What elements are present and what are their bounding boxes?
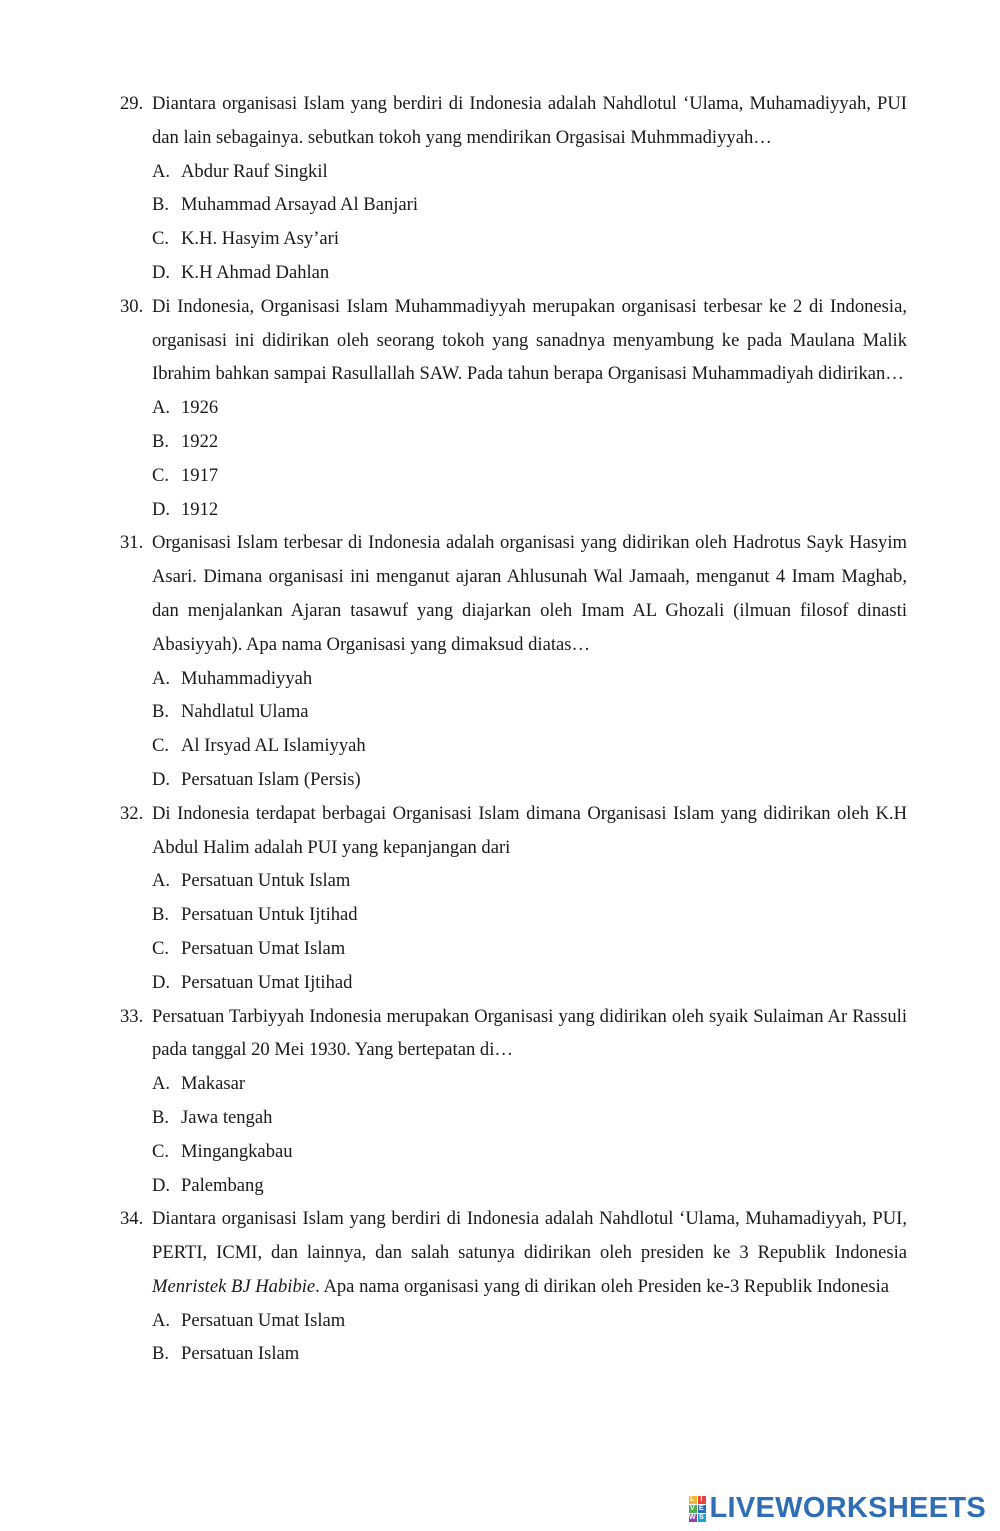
option-c[interactable] <box>152 459 907 493</box>
option-letter: D. <box>152 971 171 993</box>
option-text: Al Irsyad AL Islamiyyah <box>181 735 366 757</box>
question-body: Di Indonesia terdapat berbagai Organisasi Islam dimana Organisasi Islam yang didirikan oleh K.H Abdul Halim adalah PUI yang kepanjangan dari <box>152 802 907 858</box>
option-d[interactable] <box>152 966 907 1000</box>
option-letter: A. <box>152 1073 171 1095</box>
question-body-after: . Apa nama organisasi yang di dirikan oleh Presiden ke-3 Republik Indonesia <box>315 1275 890 1297</box>
question-text <box>120 1202 907 1303</box>
option-text: Persatuan Islam (Persis) <box>181 768 361 790</box>
option-c[interactable] <box>152 1135 907 1169</box>
option-text: Persatuan Untuk Islam <box>181 870 351 892</box>
question-text <box>120 526 907 661</box>
question-body-italic: Menristek BJ Habibie <box>152 1275 316 1297</box>
option-text: Muhammadiyyah <box>181 667 313 689</box>
option-d[interactable] <box>152 1169 907 1203</box>
option-d[interactable] <box>152 493 907 527</box>
option-text: Jawa tengah <box>181 1106 273 1128</box>
option-letter: A. <box>152 160 171 182</box>
liveworksheets-logo-icon: L I V E W S <box>689 1495 704 1521</box>
option-text: Makasar <box>181 1073 246 1095</box>
option-c[interactable] <box>152 729 907 763</box>
watermark-text: LIVEWORKSHEETS <box>709 1492 986 1524</box>
option-letter: C. <box>152 464 170 486</box>
question-body: Organisasi Islam terbesar di Indonesia adalah organisasi yang didirikan oleh Hadrotus Sayk Hasyim Asari. Dimana organisasi ini menganut ajaran Ahlusunah Wal Jamaah, menganut 4 Imam Maghab, dan menjalankan Ajaran tasawuf yang diajarkan oleh Imam AL Ghozali (ilmuan filosof dinasti Abasiyyah). Apa nama Organisasi yang dimaksud diatas… <box>152 532 907 655</box>
question-33 <box>0 1000 1000 1203</box>
option-letter: C. <box>152 228 170 250</box>
option-text: 1926 <box>181 397 219 419</box>
question-32 <box>0 797 1000 1000</box>
option-text: Persatuan Untuk Ijtihad <box>181 904 358 926</box>
question-text <box>120 87 907 155</box>
option-text: 1922 <box>181 430 219 452</box>
question-number: 34. <box>120 1208 144 1230</box>
question-body: Di Indonesia, Organisasi Islam Muhammadiyyah merupakan organisasi terbesar ke 2 di Indonesia, organisasi ini didirikan oleh seorang tokoh yang sanadnya menyambung ke pada Maulana Malik Ibrahim bahkan sampai Rasullallah SAW. Pada tahun berapa Organisasi Muhammadiyah didirikan… <box>152 295 907 385</box>
question-text <box>120 290 907 391</box>
option-a[interactable] <box>152 1067 907 1101</box>
option-text: Palembang <box>181 1174 264 1196</box>
question-number: 33. <box>120 1005 144 1027</box>
option-letter: C. <box>152 735 170 757</box>
question-29 <box>0 87 1000 290</box>
option-c[interactable] <box>152 932 907 966</box>
option-letter: C. <box>152 1140 170 1162</box>
question-34 <box>0 1202 1000 1371</box>
option-text: 1917 <box>181 464 219 486</box>
option-letter: C. <box>152 937 170 959</box>
option-text: Nahdlatul Ulama <box>181 701 309 723</box>
question-30 <box>0 290 1000 527</box>
option-a[interactable] <box>152 662 907 696</box>
option-letter: A. <box>152 667 171 689</box>
liveworksheets-watermark <box>689 1492 987 1525</box>
option-text: Muhammad Arsayad Al Banjari <box>181 194 419 216</box>
question-number: 30. <box>120 295 144 317</box>
option-letter: D. <box>152 1174 171 1196</box>
worksheet-page <box>0 87 1000 1371</box>
question-text <box>120 1000 907 1068</box>
option-text: Persatuan Umat Islam <box>181 1309 346 1331</box>
question-body: Diantara organisasi Islam yang berdiri di Indonesia adalah Nahdlotul ‘Ulama, Muhamadiyyah, PUI dan lain sebagainya. sebutkan tokoh yang mendirikan Orgasisai Muhmmadiyyah… <box>152 93 907 148</box>
option-letter: B. <box>152 701 170 723</box>
option-b[interactable] <box>152 188 907 222</box>
option-text: K.H. Hasyim Asy’ari <box>181 228 340 250</box>
option-letter: A. <box>152 1309 171 1331</box>
question-number: 29. <box>120 93 144 114</box>
option-b[interactable] <box>152 1101 907 1135</box>
question-31 <box>0 526 1000 796</box>
option-a[interactable] <box>152 864 907 898</box>
option-letter: D. <box>152 261 171 283</box>
option-text: K.H Ahmad Dahlan <box>181 261 330 283</box>
option-d[interactable] <box>152 256 907 290</box>
option-text: 1912 <box>181 498 219 520</box>
option-a[interactable] <box>152 1304 907 1338</box>
option-text: Persatuan Umat Islam <box>181 937 346 959</box>
option-letter: A. <box>152 397 171 419</box>
option-letter: B. <box>152 1106 170 1128</box>
option-letter: A. <box>152 870 171 892</box>
option-b[interactable] <box>152 695 907 729</box>
question-body: Persatuan Tarbiyyah Indonesia merupakan Organisasi yang didirikan oleh syaik Sulaiman Ar Rassuli pada tanggal 20 Mei 1930. Yang bertepatan di… <box>152 1005 907 1061</box>
question-number: 32. <box>120 802 144 824</box>
option-text: Abdur Rauf Singkil <box>181 160 328 182</box>
option-a[interactable] <box>152 155 907 189</box>
question-number: 31. <box>120 532 144 554</box>
option-b[interactable] <box>152 425 907 459</box>
option-text: Persatuan Islam <box>181 1343 300 1365</box>
option-letter: B. <box>152 1343 170 1365</box>
option-b[interactable] <box>152 898 907 932</box>
question-text <box>120 797 907 865</box>
option-a[interactable] <box>152 391 907 425</box>
option-letter: D. <box>152 768 171 790</box>
option-text: Persatuan Umat Ijtihad <box>181 971 353 993</box>
option-d[interactable] <box>152 763 907 797</box>
option-c[interactable] <box>152 222 907 256</box>
option-letter: B. <box>152 194 170 216</box>
option-b[interactable] <box>152 1337 907 1371</box>
option-text: Mingangkabau <box>181 1140 293 1162</box>
option-letter: B. <box>152 904 170 926</box>
option-letter: B. <box>152 430 170 452</box>
question-body-before: Diantara organisasi Islam yang berdiri di Indonesia adalah Nahdlotul ‘Ulama, Muhamadiyyah, PUI, PERTI, ICMI, dan lainnya, dan salah satunya didirikan oleh presiden ke 3 Republik Indonesia <box>152 1208 907 1264</box>
option-letter: D. <box>152 498 171 520</box>
